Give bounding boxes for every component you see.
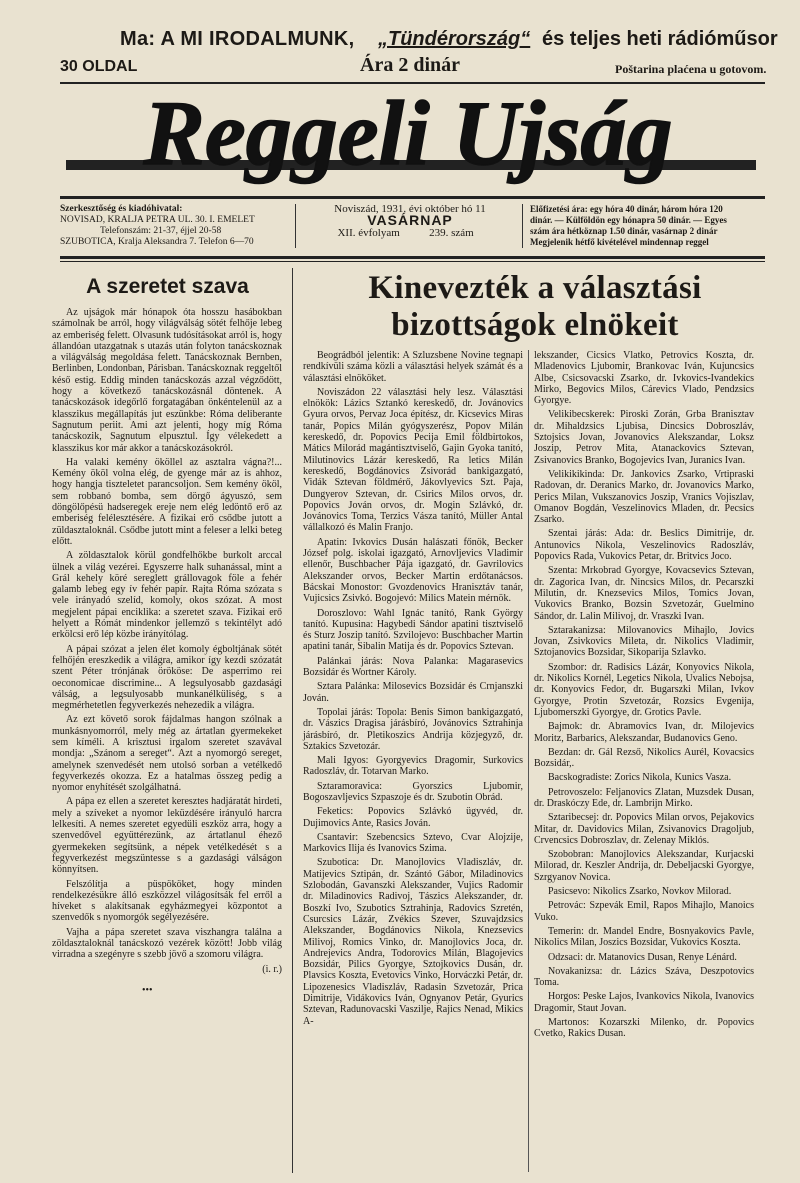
left-article-body <box>52 307 282 996</box>
paragraph: A pápa ez ellen a szeretet keresztes hadjáratát hirdeti, mely a szíveket a nyomor leküzdésére irányuló harcra lelkesíti. A nemes szeretet egyedüli eszköz arra, hogy a szenvedővel együttérezünk, az ártatlanul éhező gyermekeken segítsünk, a népek vetélkedését s a fegyverkezést megszüntesse s a gazdasági válságon könnyítsen. <box>52 796 282 876</box>
paragraph: Horgos: Peske Lajos, Ivankovics Nikola, Ivanovics Dragomir, Staut Jovan. <box>534 991 754 1014</box>
column-rule <box>528 350 529 1172</box>
divider <box>60 261 765 262</box>
paragraph: Az ezt követő sorok fájdalmas hangon szólnak a munkásnyomorról, mely még az ártatlan gyermekeket sem kíméli. A krisztusi irgalom szeretet szavával mondja: „Szánom a sereget“. Azt a nyomorgó sereget, amelynek szenvedését nem utolsó sorban a vetélkedő fegyverkezés okozza. Ez a hatalmas összeg pedig a nyomor enyhítését szolgálhatná. <box>52 714 282 794</box>
paragraph: Odzsaci: dr. Matanovics Dusan, Renye Lénárd. <box>548 951 737 963</box>
publisher-line: Telefonszám: 21-37, éjjel 20-58 <box>100 226 222 236</box>
publisher-info <box>60 204 280 248</box>
main-article-column-2 <box>534 350 754 1043</box>
paragraph: Szenta: Mrkobrad Gyorgye, Kovacsevics Sztevan, dr. Zagorica Ivan, dr. Nincsics Milos, dr. Pecarszki Milutin, dr. Knezsevics Milos, Tomics Jovan, Vukovics Branko, Bozsin Szvetozár, Guelmino Sándor, dr. Lalin Milivoj, dr. Vraszki Ivan. <box>534 565 754 622</box>
subscription-line: Előfizetési ára: egy hóra 40 dinár, három hóra 120 <box>530 204 723 214</box>
paragraph: Szombor: dr. Radisics Lázár, Konyovics Nikola, dr. Nikolics Kornél, Legetics Nikola, Uvalics Nebojsa, dr. Konyovics Fedor, dr. Bugarszki Milan, Ivkov Gyorgye, Protin Szvetozár, Rozsics Evgenija, Ljubomerszki Gyorgye, dr. Grotics Pavle. <box>534 661 754 718</box>
price: Ára 2 dinár <box>360 54 460 76</box>
paragraph: Sztaribecsej: dr. Popovics Milan orvos, Pejakovics Mitar, dr. Davidovics Milan, Zsivanovics Dragoljub, Crvencsics Dobroszlav, dr. Zelenay Miklós. <box>534 812 754 846</box>
paragraph: Velikibecskerek: Piroski Zorán, Grba Branisztav dr. Mihaldzsics Ljubisa, Dincsics Dobroszláv, Sztojsics Jovan, Jovanovics Alekszandar, Loksz Joszip, Petrov Mita, Atanackovics Sztevan, Zsivanovics Branko, Bogojevics Ivan, Juranics Ivan. <box>534 409 754 466</box>
postage-note: Poštarina plaćena u gotovom. <box>615 62 767 76</box>
weekday: VASÁRNAP <box>367 212 453 228</box>
paragraph: A zöldasztalok körül gondfelhőkbe burkolt arccal ülnek a világ vezérei. Egyszerre halk suhanással, mint a Grál kehely köré sereglett grállovagok föle a fehér galamb lebeg egy ív fehér papír. Rajta Róma szózata s vele irányadó szelíd, komoly, okos szózat. A most megjelent pápai enciklika: a szeretet szava. Fizikai erő helyett a Rómát mindenkor jellemző s tekintélyt adó erkölcsi erő lép közbe irányítólag. <box>52 550 282 641</box>
subscription-line: Megjelenik hétfő kivételével mindennap reggel <box>530 237 709 247</box>
paragraph: Novakanizsa: dr. Lázics Száva, Deszpotovics Toma. <box>534 965 754 989</box>
paragraph: A pápai szózat a jelen élet komoly égboltjának sötét felhőjén ereszkedik a világra, amikor így kezdi szózatát szent Péter trónjának örököse: De asperrimo rei oeconomicae discrimine... A legsulyosabb gazdasági válság, a legsulyosabb munkanélküliség, s a megmérhetetlen fegyverkezés nehezedik a világra. <box>52 643 282 712</box>
paragraph: Sztarakanizsa: Milovanovics Mihajlo, Jovics Jovan, Zsivkovics Mileta, dr. Nikolics Vladimir, Sztojanovics Bozsidar, Sikoparija Szlavko. <box>534 624 754 659</box>
paragraph: Beográdból jelentik: A Szluzsbene Novine tegnapi rendkívüli száma közli a választási helyek számát és a választási elnököket. <box>303 350 523 384</box>
price-row <box>60 54 770 82</box>
paragraph: Bacskogradiste: Zorics Nikola, Kunics Vasza. <box>548 772 732 784</box>
main-article-column-1 <box>303 350 523 1030</box>
page-count: 30 OLDAL <box>60 58 138 75</box>
issue: 239. szám <box>429 227 474 239</box>
subscription-line: szám ára hétköznap 1.50 dinár, vasárnap 2 dinár <box>530 226 718 236</box>
paragraph: Ha valaki kemény ököllel az asztalra vágna?!... Kemény ököl volna elég, de gyenge már az is ahhoz, hogy hangja tiszteletet parancsoljon. Sem kemény ököl, sem robbanó bomba, sem dörgő ágyuszó, sem döngölőpésü hadseregek ereje nem elég ledöntő erő az emberiség felélesztésére. A fizikai erő csődbe jutott a züldasztaloknál. Csődbe jutott mint a feleser a lelki beteg előtt. <box>52 456 282 547</box>
paragraph: Petrovoszelo: Feljanovics Zlatan, Muzsdek Dusan, dr. Draskóczy Ede, dr. Lambrijn Mirko. <box>534 786 754 809</box>
paragraph: Petrovác: Szpevák Emil, Rapos Mihajlo, Manoics Vuko. <box>534 900 754 923</box>
paragraph: Csantavir: Szebencsics Sztevo, Cvar Alojzije, Markovics Ilija és Ivanovics Szima. <box>303 831 523 855</box>
paragraph: Velikikikinda: Dr. Jankovics Zsarko, Vrtipraski Radovan, dr. Deranics Marko, dr. Jovanovics Marko, Perics Milan, Vukszanovics Joszip, Vranics Vojiszlav, Omanov Bogdán, Veszelinovics Mladen, dr. Pecsics Zsarko. <box>534 468 754 526</box>
publisher-line: NOVISAD, KRALJA PETRA UL. 30. I. EMELET <box>60 215 255 225</box>
paragraph: Pasicsevo: Nikolics Zsarko, Novkov Milorad. <box>548 886 732 898</box>
headline-prefix: Ma: A MI IRODALMUNK, <box>120 28 355 50</box>
paragraph: Felszólítja a püspököket, hogy minden rendelkezésükre álló eszközzel világosítsák fel erről a híveket s alakítsanak egyházmegyei központot a szenvedők s nyomorgók segélyezésére. <box>52 878 282 924</box>
paragraph: lekszander, Cicsics Vlatko, Petrovics Koszta, dr. Mladenovics Ljubomir, Brankovac Iván, Kujuncsics Albe, Csicsovacski Zsarko, dr. Ivkovics-Ivandekics Mirko, Begovics Milos, Cárevics Vlado, Pendzsics Gyorgye. <box>534 350 754 407</box>
top-headline <box>60 18 780 58</box>
date-line: Noviszád, 1931. évi október hó 11 <box>334 203 486 215</box>
publisher-line: SZUBOTICA, Kralja Aleksandra 7. Telefon 6—70 <box>60 237 254 247</box>
paragraph: Doroszlovo: Wahl Ignác tanító, Rank György tanító. Kupusina: Hagybedi Sándor apatini tisztviselő és Sturz Joszip tanító. Szvilojevo: Buschbacher Martin apatini tanár, Sibalin Matija és dr. Popovics Sztevan. <box>303 607 523 653</box>
divider <box>60 256 765 259</box>
signature: (i. r.) <box>262 963 282 975</box>
paragraph: Szentai járás: Ada: dr. Beslics Dimitrije, dr. Antunovics Nikola, Veszelinovics Radoszláv, Popovics Rada, Vukovics Petar, dr. Britvics Joco. <box>534 528 754 563</box>
paragraph: Szubotica: Dr. Manojlovics Vladiszláv, dr. Matijevics Sztipán, dr. Szántó Gábor, Miladinovics Szlobodán, Gavanszki Alekszander, Vujics Radomir dr. Miladinovics Radivoj, Tászics Alekszander, dr. Boszkí Ivo, Szubotics Sztrahinja, Radovics Szretén, Csurcsics Lázár, Zvékics Szever, Szuvajdzsics Alekszander, Bogdánovics Nikola, Knezsevics Milivoj, Romics Vinko, dr. Manojlovics Joca, dr. Andrejevics Andra, Todorovics Milán, Blagojevics Bozsidár, Pilics Gyorgye, Sztojkovics Dusán, dr. Plavsics Koszta, Evetovics Vinko, Horváczki Petár, dr. Lipozenesics Vladiszláv, Radasin Szvetozár, Prica Dimitrije, Vidákovics Iván, Ognyanov Petár, Gyurics Sztevan, Radunovacski Vaszilje, Rajics Nenad, Mikics A- <box>303 857 523 1027</box>
masthead-logo <box>48 84 768 202</box>
publisher-line: Szerkesztőség és kiadóhivatal: <box>60 204 183 214</box>
info-rule <box>295 204 296 248</box>
paragraph: Az ujságok már hónapok óta hosszu hasábokban számolnak be arról, hogy világválság sötét felhője lebeg az emberiség felett. Olvasunk tudósításokat arról is, hogy állandóan utazgatnak s utazás után folyton tanácskoznak a világválság megoldása felett. Tanácskoznak Bernben, Berlinben, Londonban, Párisban. Tanácskoznak reggeltől késő estig. Eddig minden tanácskozás azzal végződött, hogy a következő tanácskozásnál döntenek. A tanácskozások idegőrlő forgatagában önkéntelenül az a klasszikus megállapítás jut eszünkbe: Róma deliberante Sagnutum periit. Ami azt jelenti, hogy míg Róma tanácskozik, Sagnutum elpusztul. Így vélekedett a klasszikus kor már akkor a tanácskozásokról. <box>52 307 282 454</box>
subscription-info <box>530 204 770 248</box>
volume-issue <box>310 228 510 239</box>
paragraph: Temerin: dr. Mandel Endre, Bosnyakovics Pavle, Nikolics Milan, Joszics Bozsidar, Vukovics Koszta. <box>534 925 754 949</box>
paragraph: Bajmok: dr. Abramovics Ivan, dr. Milojevics Moritz, Barbarics, Alekszandar, Budanovics Geno. <box>534 721 754 744</box>
left-article-title: A szeretet szava <box>86 275 249 298</box>
paragraph: Sztaramoravica: Gyorszics Ljubomir, Bogoszavljevics Szpaszoje és dr. Szubotin Obrád. <box>303 780 523 803</box>
date-info <box>310 204 510 239</box>
paragraph: Topolai járás: Topola: Benis Simon bankigazgató, dr. Vászics Dragisa járásbíró, Jovánovics Sztrahinja járásbíró, dr. Pletikoszics Andrija közjegyző, dr. Sztakics Szvetozár. <box>303 706 523 752</box>
headline-quote: „Tündérország“ <box>378 28 531 50</box>
paragraph: Palánkai járás: Nova Palanka: Magarasevics Bozsidár és Wortner Károly. <box>303 655 523 679</box>
headline-suffix: és teljes heti rádióműsor <box>542 28 778 50</box>
paragraph: Mali Igyos: Gyorgyevics Dragomir, Surkovics Radoszláv, dr. Totarvan Marko. <box>303 755 523 778</box>
paragraph: Bezdan: dr. Gál Rezső, Nikolics Aurél, Kovacsics Bozsidár,. <box>534 746 754 770</box>
paragraph: Szobobran: Manojlovics Alekszandar, Kurjacski Milorad, dr. Keszler Andrija, dr. Debeljacski Gyorgye, Szrgyanov Novica. <box>534 849 754 883</box>
info-rule <box>522 204 523 248</box>
paragraph: Apatin: Ivkovics Dusán halászati főnök, Becker József polg. iskolai igazgató, Arnovljevics Vladimir ellenőr, Buschbacher Pája igazgató, dr. Gavrilovics Alekszander orvos, Becker Martin erdőtanácsos. Bácskai Monostor: Gvozdenovics Hranisztáv tanár, Vujicsics Zsivkó. Bogojevó: Milics Matein mérnök. <box>303 536 523 605</box>
volume: XII. évfolyam <box>337 227 400 239</box>
paragraph: Vajha a pápa szeretet szava viszhangra találna a zöldasztaloknál tanácskozó vezérek között! Jobb világ virradna a szegényre s szebb jövő a szomoru világra. <box>52 926 282 961</box>
column-rule <box>292 268 293 1173</box>
paragraph: Feketics: Popovics Szlávkó ügyvéd, dr. Dujimovics Ante, Rasics Jován. <box>303 806 523 829</box>
end-mark: ••• <box>142 984 153 996</box>
paragraph: Noviszádon 22 választási hely lesz. Választási elnökök: Lázics Sztankó kereskedő, dr. Jovánovics Gyura orvos, Pervaz Joca építész, dr. Kicsevics Miras tanár, Popics Milán gyógyszerész, Popov Milán kereskedő, dr. Popovics Pecija Emil földbirtokos, Mátics Milorád magántisztviselő, Gajin Gyoka tanító, Milutinovics Lázár kereskedő, Ra letics Milán kereskedő, Bogdánovics Zsivorád bankigazgató, Vidák Sztevan földmérő, Jákovlyevics Szt. Paja, Dungyerov Sztevan, dr. Csirics Milos orvos, dr. Popovics Jován orvos, dr. Mogin Szlávkó, dr. Jovánovics Toma, Terzics Vásza tanító, Müller Antal vállalkozó és Malin Franjo. <box>303 386 523 534</box>
subscription-line: dinár. — Külföldön egy hónapra 50 dinár. — Egyes <box>530 215 727 225</box>
paragraph: Martonos: Kozarszki Milenko, dr. Popovics Cvetko, Rakics Dusan. <box>534 1017 754 1040</box>
masthead-title: Reggeli Ujság <box>143 84 673 184</box>
main-article-title: Kinevezték a választási bizottságok elnökeit <box>368 270 702 343</box>
info-bar <box>60 198 772 254</box>
paragraph: Sztara Palánka: Milosevics Bozsidár és Crnjanszki Jován. <box>303 681 523 704</box>
